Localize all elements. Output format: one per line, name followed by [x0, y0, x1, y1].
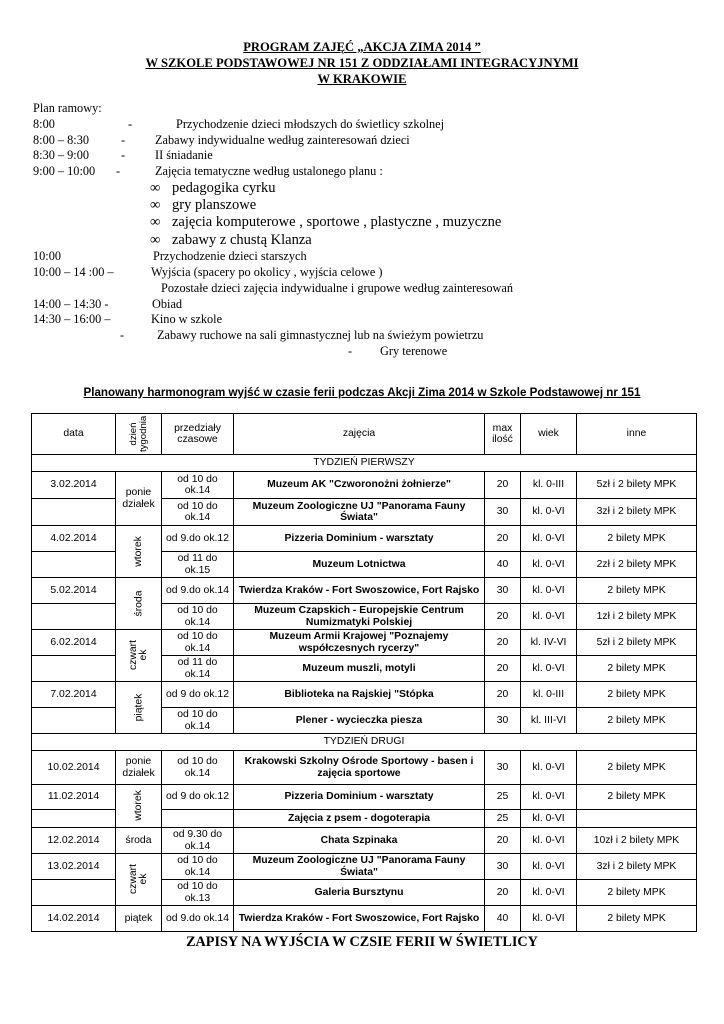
table-row	[32, 472, 697, 499]
plan-bullet: gry planszowe	[172, 197, 257, 213]
time-cell: od 10 do ok.14	[162, 630, 234, 656]
activity-cell: Pizzeria Dominium - warsztaty	[234, 785, 485, 810]
time-cell: od 9 do ok.12	[162, 682, 234, 708]
date-cell: 3.02.2014	[32, 472, 116, 499]
activity-cell: Galeria Bursztynu	[234, 880, 485, 906]
age-cell: kl. 0-VI	[521, 785, 577, 810]
other-cell: 3zł i 2 bilety MPK	[577, 854, 697, 880]
plan-time: 10:00 – 14 :00 –	[33, 265, 114, 279]
max-cell: 20	[485, 604, 521, 630]
max-cell: 30	[485, 578, 521, 604]
activity-cell: Pizzeria Dominium - warsztaty	[234, 526, 485, 552]
age-cell: kl. 0-VI	[521, 880, 577, 906]
age-cell: kl. 0-VI	[521, 526, 577, 552]
activity-cell: Muzeum Czapskich - Europejskie Centrum Numizmatyki Polskiej	[234, 604, 485, 630]
age-cell: kl. 0-VI	[521, 810, 577, 828]
date-cell: 12.02.2014	[32, 828, 116, 854]
signup-note: ZAPISY NA WYJŚCIA W CZSIE FERII W ŚWIETLICY	[186, 934, 538, 950]
day-cell: wtorek	[116, 526, 162, 578]
plan-text: Zabawy ruchowe na sali gimnastycznej lub na świeżym powietrzu	[157, 328, 484, 342]
activity-cell: Krakowski Szkolny Ośrode Sportowy - basen i zajęcia sportowe	[234, 751, 485, 785]
date-cell: 5.02.2014	[32, 578, 116, 604]
activity-cell: Muzeum Armii Krajowej "Poznajemy współczesnych rycerzy"	[234, 630, 485, 656]
table-row	[32, 526, 697, 552]
max-cell: 25	[485, 810, 521, 828]
date-cell: 11.02.2014	[32, 785, 116, 810]
other-cell: 2 bilety MPK	[577, 708, 697, 734]
table-row	[32, 906, 697, 932]
max-cell: 20	[485, 828, 521, 854]
plan-text: Pozostałe dzieci zajęcia indywidualne i grupowe według zainteresowań	[161, 281, 514, 295]
activity-cell: Plener - wycieczka piesza	[234, 708, 485, 734]
plan-text: Przychodzenie dzieci młodszych do świetlicy szkolnej	[176, 117, 445, 131]
other-cell	[577, 810, 697, 828]
activity-cell: Muzeum Zoologiczne UJ "Panorama Fauny Świata"	[234, 499, 485, 526]
date-cell: 7.02.2014	[32, 682, 116, 708]
activity-cell: Muzeum Lotnictwa	[234, 552, 485, 578]
plan-text: Zabawy indywidualne według zainteresowań dzieci	[155, 133, 410, 147]
week-row	[32, 455, 697, 472]
age-cell: kl. IV-VI	[521, 630, 577, 656]
plan-bullet: pedagogika cyrku	[172, 180, 276, 196]
plan-heading: Plan ramowy:	[33, 101, 102, 115]
age-cell: kl. 0-VI	[521, 578, 577, 604]
infinity-bullet-icon: ∞	[150, 180, 161, 196]
time-cell: od 10 do ok.13	[162, 880, 234, 906]
activity-cell: Muzeum AK "Czworonożni żołnierze"	[234, 472, 485, 499]
infinity-bullet-icon: ∞	[150, 214, 161, 230]
age-cell: kl. 0-VI	[521, 604, 577, 630]
activity-cell: Chata Szpinaka	[234, 828, 485, 854]
date-cell: 4.02.2014	[32, 526, 116, 552]
plan-text: Wyjścia (spacery po okolicy , wyjścia celowe )	[151, 265, 383, 279]
date-cell	[32, 708, 116, 734]
age-cell: kl. 0-VI	[521, 854, 577, 880]
schedule-table	[31, 413, 697, 932]
max-cell: 30	[485, 708, 521, 734]
column-header-age: wiek	[521, 414, 577, 455]
other-cell: 5zł i 2 bilety MPK	[577, 472, 697, 499]
max-cell: 20	[485, 880, 521, 906]
column-header-date: data	[32, 414, 116, 455]
age-cell: kl. 0-VI	[521, 499, 577, 526]
plan-dash: -	[121, 133, 126, 147]
table-row	[32, 785, 697, 810]
column-header-day: dzień tygodnia	[116, 414, 162, 455]
date-cell	[32, 604, 116, 630]
program-title-line3: W KRAKOWIE	[317, 72, 407, 86]
day-cell: środa	[116, 828, 162, 854]
plan-text: Zajęcia tematyczne według ustalonego planu :	[155, 164, 383, 178]
time-cell: od 10 do ok.14	[162, 604, 234, 630]
date-cell	[32, 499, 116, 526]
table-header-row	[32, 414, 697, 455]
time-cell: od 10 do ok.14	[162, 472, 234, 499]
program-title-line2: W SZKOLE PODSTAWOWEJ NR 151 Z ODDZIAŁAMI INTEGRACYJNYMI	[145, 56, 579, 70]
plan-time: 10:00	[33, 249, 62, 263]
table-row	[32, 682, 697, 708]
other-cell: 3zł i 2 bilety MPK	[577, 499, 697, 526]
other-cell: 2 bilety MPK	[577, 880, 697, 906]
max-cell: 20	[485, 472, 521, 499]
time-cell: od 10 do ok.14	[162, 854, 234, 880]
plan-text: Kino w szkole	[151, 312, 223, 326]
time-cell: od 10 do ok.14	[162, 751, 234, 785]
max-cell: 20	[485, 656, 521, 682]
plan-bullet: zajęcia komputerowe , sportowe , plastyczne , muzyczne	[172, 214, 502, 230]
activity-cell: Muzeum muszli, motyli	[234, 656, 485, 682]
plan-dash: -	[116, 164, 121, 178]
table-row	[32, 630, 697, 656]
max-cell: 30	[485, 854, 521, 880]
day-cell: wtorek	[116, 785, 162, 828]
week-label: TYDZIEŃ DRUGI	[32, 734, 697, 751]
column-header-time: przedziały czasowe	[162, 414, 234, 455]
other-cell: 2 bilety MPK	[577, 656, 697, 682]
max-cell: 30	[485, 499, 521, 526]
age-cell: kl. 0-VI	[521, 656, 577, 682]
infinity-bullet-icon: ∞	[150, 197, 161, 213]
plan-text: Przychodzenie dzieci starszych	[153, 249, 307, 263]
table-row	[32, 828, 697, 854]
plan-time: 9:00 – 10:00	[33, 164, 96, 178]
date-cell: 13.02.2014	[32, 854, 116, 880]
max-cell: 30	[485, 751, 521, 785]
max-cell: 20	[485, 526, 521, 552]
activity-cell: Twierdza Kraków - Fort Swoszowice, Fort Rajsko	[234, 578, 485, 604]
age-cell: kl. 0-VI	[521, 828, 577, 854]
age-cell: kl. 0-VI	[521, 552, 577, 578]
other-cell: 2 bilety MPK	[577, 785, 697, 810]
program-title-line1: PROGRAM ZAJĘĆ „AKCJA ZIMA 2014 ”	[243, 40, 481, 54]
time-cell: od 11 do ok.14	[162, 656, 234, 682]
table-row	[32, 578, 697, 604]
plan-time: 8:00	[33, 117, 55, 131]
time-cell: od 9.do ok.14	[162, 906, 234, 932]
plan-text: Gry terenowe	[380, 344, 448, 358]
day-cell: czwart ek	[116, 630, 162, 682]
time-cell: od 11 do ok.15	[162, 552, 234, 578]
other-cell: 2 bilety MPK	[577, 906, 697, 932]
column-header-other: inne	[577, 414, 697, 455]
activity-cell: Muzeum Zoologiczne UJ "Panorama Fauny Świata"	[234, 854, 485, 880]
time-cell: od 9.do ok.14	[162, 578, 234, 604]
age-cell: kl. 0-VI	[521, 751, 577, 785]
max-cell: 40	[485, 552, 521, 578]
day-cell: środa	[116, 578, 162, 630]
max-cell: 20	[485, 682, 521, 708]
other-cell: 5zł i 2 bilety MPK	[577, 630, 697, 656]
date-cell	[32, 810, 116, 828]
date-cell	[32, 552, 116, 578]
table-row	[32, 751, 697, 785]
other-cell: 2 bilety MPK	[577, 682, 697, 708]
date-cell: 6.02.2014	[32, 630, 116, 656]
week-row	[32, 734, 697, 751]
infinity-bullet-icon: ∞	[150, 232, 161, 248]
other-cell: 2zł i 2 bilety MPK	[577, 552, 697, 578]
other-cell: 10zł i 2 bilety MPK	[577, 828, 697, 854]
other-cell: 2 bilety MPK	[577, 578, 697, 604]
time-cell: od 10 do ok.14	[162, 499, 234, 526]
max-cell: 25	[485, 785, 521, 810]
week-label: TYDZIEŃ PIERWSZY	[32, 455, 697, 472]
age-cell: kl. III-VI	[521, 708, 577, 734]
plan-dash: -	[128, 117, 133, 131]
other-cell: 1zł i 2 bilety MPK	[577, 604, 697, 630]
age-cell: kl. 0-III	[521, 472, 577, 499]
other-cell: 2 bilety MPK	[577, 526, 697, 552]
other-cell: 2 bilety MPK	[577, 751, 697, 785]
plan-bullet: zabawy z chustą Klanza	[172, 232, 312, 248]
day-cell: piątek	[116, 906, 162, 932]
plan-dash: -	[120, 328, 125, 342]
max-cell: 20	[485, 630, 521, 656]
time-cell: od 10 do ok.14	[162, 708, 234, 734]
time-cell: od 9.30 do ok.14	[162, 828, 234, 854]
day-cell: ponie działek	[116, 751, 162, 785]
age-cell: kl. 0-III	[521, 682, 577, 708]
date-cell	[32, 656, 116, 682]
time-cell: od 9.do ok.12	[162, 526, 234, 552]
column-header-max: max ilość	[485, 414, 521, 455]
date-cell	[32, 880, 116, 906]
plan-dash: -	[121, 148, 126, 162]
date-cell: 14.02.2014	[32, 906, 116, 932]
day-cell: piątek	[116, 682, 162, 734]
activity-cell: Twierdza Kraków - Fort Swoszowice, Fort Rajsko	[234, 906, 485, 932]
activity-cell: Biblioteka na Rajskiej "Stópka	[234, 682, 485, 708]
time-cell: od 9 do ok.12	[162, 785, 234, 810]
plan-time: 8:00 – 8:30	[33, 133, 90, 147]
day-cell: czwart ek	[116, 854, 162, 906]
plan-text: II śniadanie	[155, 148, 213, 162]
column-header-activity: zajęcia	[234, 414, 485, 455]
day-cell: ponie działek	[116, 472, 162, 526]
age-cell: kl. 0-VI	[521, 906, 577, 932]
plan-time: 14:00 – 14:30 -	[33, 297, 109, 311]
schedule-title: Planowany harmonogram wyjść w czasie ferii podczas Akcji Zima 2014 w Szkole Podstawowej nr 151	[83, 386, 641, 399]
max-cell: 40	[485, 906, 521, 932]
time-cell	[162, 810, 234, 828]
plan-dash: -	[348, 344, 353, 358]
activity-cell: Zajęcia z psem - dogoterapia	[234, 810, 485, 828]
plan-text: Obiad	[152, 297, 183, 311]
plan-time: 14:30 – 16:00 –	[33, 312, 111, 326]
table-row	[32, 854, 697, 880]
plan-time: 8:30 – 9:00	[33, 148, 90, 162]
date-cell: 10.02.2014	[32, 751, 116, 785]
